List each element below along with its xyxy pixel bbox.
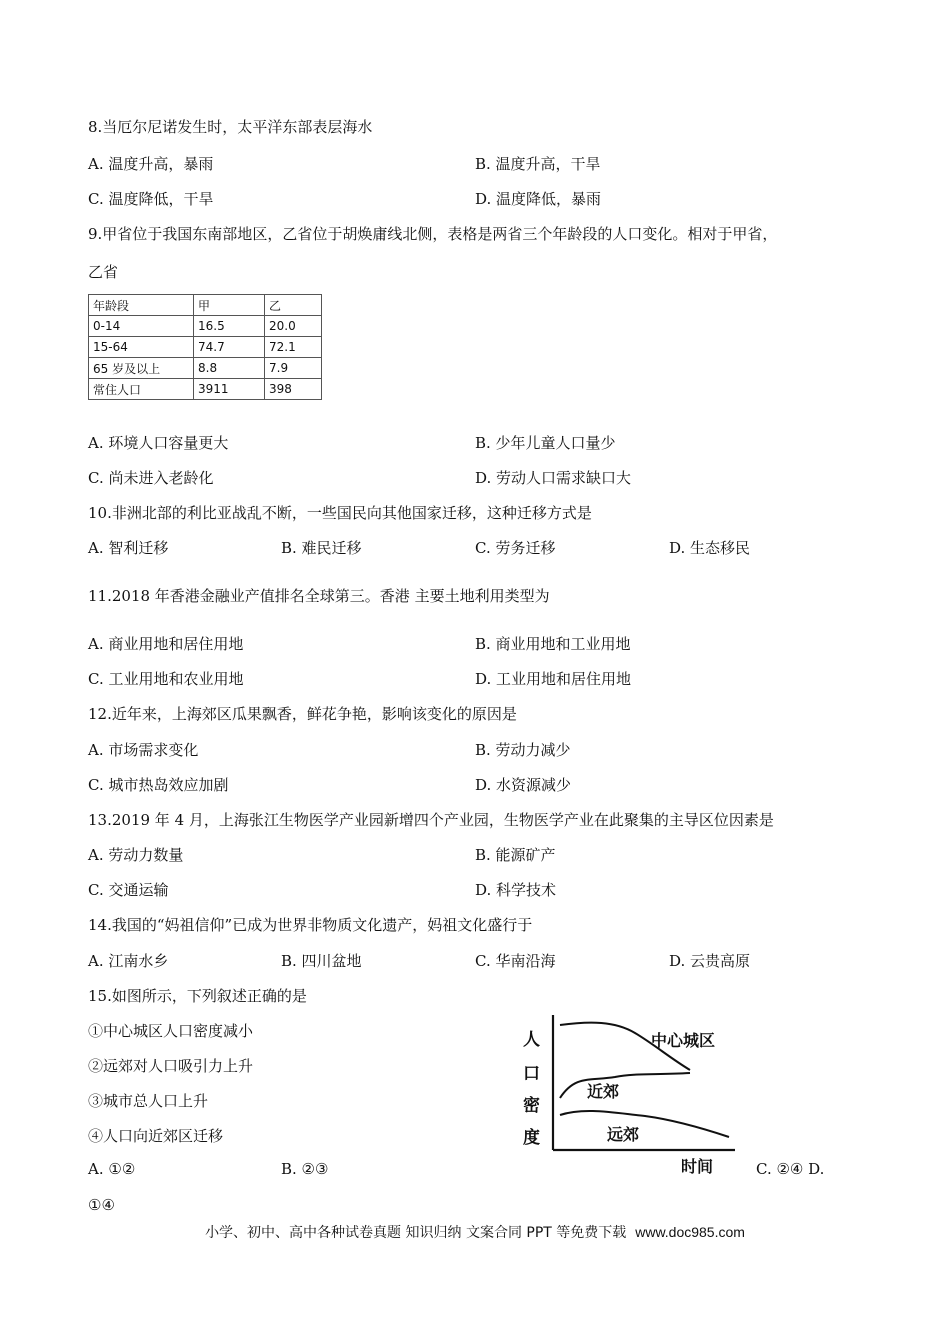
q13-option-a: A. 劳动力数量 <box>88 846 184 864</box>
question-8-stem: 8.当厄尔尼诺发生时，太平洋东部表层海水 <box>88 118 373 136</box>
y-label-char: 人 <box>523 1030 540 1050</box>
question-12-stem: 12.近年来，上海郊区瓜果飘香，鲜花争艳，影响该变化的原因是 <box>88 705 517 723</box>
q15-statement-1: ①中心城区人口密度减小 <box>88 1022 254 1040</box>
q11-option-d: D. 工业用地和居住用地 <box>475 670 632 688</box>
table-cell: 74.7 <box>194 337 265 358</box>
q9-option-d: D. 劳动人口需求缺口大 <box>475 469 632 487</box>
q11-option-a: A. 商业用地和居住用地 <box>88 635 244 653</box>
q9-option-a: A. 环境人口容量更大 <box>88 434 229 452</box>
table-cell: 3911 <box>194 379 265 400</box>
question-15-stem: 15.如图所示，下列叙述正确的是 <box>88 987 307 1005</box>
q15-statement-3: ③城市总人口上升 <box>88 1092 209 1110</box>
table-cell: 16.5 <box>194 316 265 337</box>
table-cell: 65 岁及以上 <box>89 358 194 379</box>
table-row <box>89 337 322 358</box>
label-near-suburb: 近郊 <box>587 1082 620 1101</box>
q10-option-a: A. 智利迁移 <box>88 539 169 557</box>
table-cell: 7.9 <box>265 358 322 379</box>
q14-option-b: B. 四川盆地 <box>281 952 362 970</box>
q15-option-a: A. ①② <box>88 1160 136 1178</box>
q10-option-b: B. 难民迁移 <box>281 539 362 557</box>
question-9-stem: 9.甲省位于我国东南部地区，乙省位于胡焕庸线北侧，表格是两省三个年龄段的人口变化。相对于甲省， <box>88 225 778 243</box>
q13-option-b: B. 能源矿产 <box>475 846 556 864</box>
table-row <box>89 358 322 379</box>
table-cell: 0-14 <box>89 316 194 337</box>
q9-option-b: B. 少年儿童人口量少 <box>475 434 616 452</box>
q15-option-c-d: C. ②④ D. <box>756 1160 825 1178</box>
y-label-char: 度 <box>523 1128 540 1148</box>
table-header-cell: 甲 <box>194 295 265 316</box>
q15-statement-4: ④人口向近郊区迁移 <box>88 1127 224 1145</box>
footer-text: 小学、初中、高中各种试卷真题 知识归纳 文案合同 PPT 等免费下载 <box>205 1225 627 1241</box>
q8-option-b: B. 温度升高，干旱 <box>475 155 601 173</box>
q14-option-d: D. 云贵高原 <box>669 952 751 970</box>
table-cell: 20.0 <box>265 316 322 337</box>
footer-url[interactable]: www.doc985.com <box>635 1224 745 1240</box>
q11-option-b: B. 商业用地和工业用地 <box>475 635 631 653</box>
y-label-char: 口 <box>523 1064 540 1084</box>
question-13-stem: 13.2019 年 4 月，上海张江生物医学产业园新增四个产业园，生物医学产业在此聚集的主导区位因素是 <box>88 811 774 829</box>
question-11-stem: 11.2018 年香港金融业产值排名全球第三。香港 主要土地利用类型为 <box>88 587 550 605</box>
q8-option-a: A. 温度升高，暴雨 <box>88 155 214 173</box>
q12-option-c: C. 城市热岛效应加剧 <box>88 776 229 794</box>
q12-option-d: D. 水资源减少 <box>475 776 572 794</box>
table-cell: 72.1 <box>265 337 322 358</box>
q10-option-d: D. 生态移民 <box>669 539 751 557</box>
q15-option-d-wrap: ①④ <box>88 1196 115 1214</box>
q13-option-d: D. 科学技术 <box>475 881 557 899</box>
y-label-char: 密 <box>523 1096 540 1116</box>
q14-option-a: A. 江南水乡 <box>88 952 169 970</box>
q9-option-c: C. 尚未进入老龄化 <box>88 469 214 487</box>
question-14-stem: 14.我国的“妈祖信仰”已成为世界非物质文化遗产，妈祖文化盛行于 <box>88 916 533 934</box>
table-header-cell: 年龄段 <box>89 295 194 316</box>
q15-statement-2: ②远郊对人口吸引力上升 <box>88 1057 254 1075</box>
table-cell: 常住人口 <box>89 379 194 400</box>
label-central-city: 中心城区 <box>651 1031 716 1050</box>
table-row <box>89 379 322 400</box>
q15-option-b: B. ②③ <box>281 1160 329 1178</box>
q8-option-d: D. 温度降低，暴雨 <box>475 190 602 208</box>
q13-option-c: C. 交通运输 <box>88 881 169 899</box>
q12-option-a: A. 市场需求变化 <box>88 741 199 759</box>
curve-far-suburb <box>560 1111 729 1137</box>
q14-option-c: C. 华南沿海 <box>475 952 556 970</box>
population-density-diagram <box>515 1003 745 1178</box>
y-axis-label <box>523 1030 540 1148</box>
q8-option-c: C. 温度降低，干旱 <box>88 190 214 208</box>
table-header-cell: 乙 <box>265 295 322 316</box>
question-9-stem-line2: 乙省 <box>88 263 119 281</box>
q12-option-b: B. 劳动力减少 <box>475 741 571 759</box>
page-footer <box>0 1222 950 1242</box>
table-cell: 15-64 <box>89 337 194 358</box>
q11-option-c: C. 工业用地和农业用地 <box>88 670 244 688</box>
curve-near-suburb <box>560 1073 690 1098</box>
table-row <box>89 316 322 337</box>
table-cell: 398 <box>265 379 322 400</box>
population-table <box>88 294 322 400</box>
x-axis-label: 时间 <box>681 1157 714 1176</box>
table-cell: 8.8 <box>194 358 265 379</box>
table-header-row <box>89 295 322 316</box>
question-10-stem: 10.非洲北部的利比亚战乱不断，一些国民向其他国家迁移，这种迁移方式是 <box>88 504 592 522</box>
label-far-suburb: 远郊 <box>607 1125 640 1144</box>
q10-option-c: C. 劳务迁移 <box>475 539 556 557</box>
